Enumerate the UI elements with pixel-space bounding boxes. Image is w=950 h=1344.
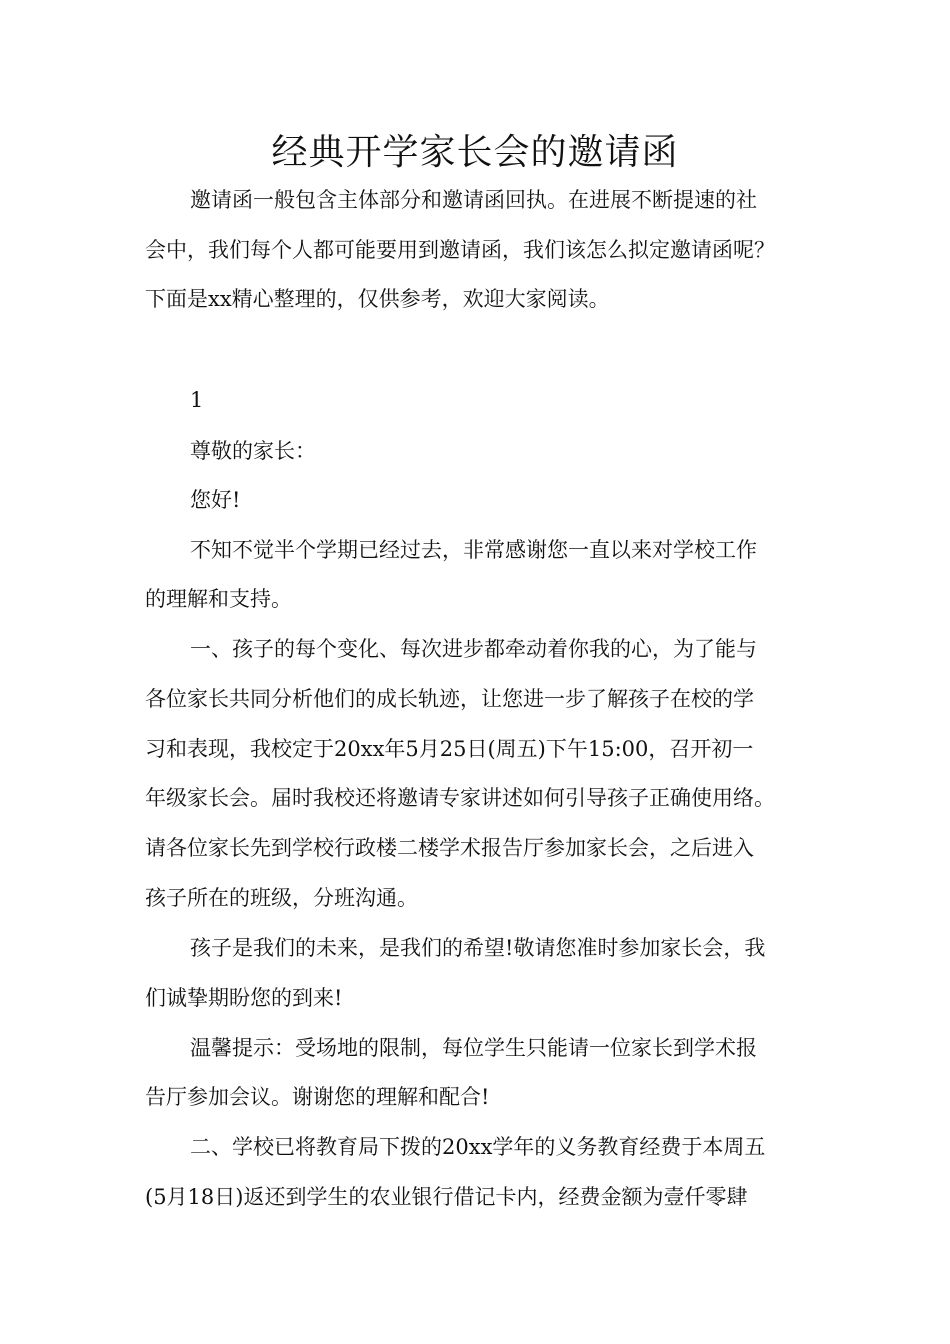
salutation: 尊敬的家长： bbox=[190, 439, 316, 463]
para2-line-3: 习和表现，我校定于20xx年5月25日(周五)下午15:00，召开初一 bbox=[145, 737, 754, 761]
intro-line-3: 下面是xx精心整理的，仅供参考，欢迎大家阅读。 bbox=[145, 287, 610, 311]
intro-line-2: 会中，我们每个人都可能要用到邀请函，我们该怎么拟定邀请函呢？ bbox=[145, 238, 775, 262]
para4-line-2: 告厅参加会议。谢谢您的理解和配合! bbox=[145, 1085, 490, 1109]
para5-line-2: (5月18日)返还到学生的农业银行借记卡内，经费金额为壹仟零肆 bbox=[145, 1185, 748, 1209]
document-title: 经典开学家长会的邀请函 bbox=[271, 132, 679, 173]
para5-line-1: 二、学校已将教育局下拨的20xx学年的义务教育经费于本周五 bbox=[190, 1135, 766, 1159]
para3-line-1: 孩子是我们的未来，是我们的希望!敬请您准时参加家长会，我 bbox=[190, 936, 766, 960]
para2-line-4: 年级家长会。届时我校还将邀请专家讲述如何引导孩子正确使用络。 bbox=[145, 786, 775, 810]
para1-line-1: 不知不觉半个学期已经过去，非常感谢您一直以来对学校工作 bbox=[190, 538, 757, 562]
para1-line-2: 的理解和支持。 bbox=[145, 587, 292, 611]
para2-line-1: 一、孩子的每个变化、每次进步都牵动着你我的心，为了能与 bbox=[190, 637, 757, 661]
para4-line-1: 温馨提示：受场地的限制，每位学生只能请一位家长到学术报 bbox=[190, 1036, 757, 1060]
para2-line-6: 孩子所在的班级，分班沟通。 bbox=[145, 886, 418, 910]
para2-line-2: 各位家长共同分析他们的成长轨迹，让您进一步了解孩子在校的学 bbox=[145, 687, 754, 711]
intro-line-1: 邀请函一般包含主体部分和邀请函回执。在进展不断提速的社 bbox=[190, 188, 757, 212]
section-number: 1 bbox=[190, 388, 204, 412]
greeting: 您好! bbox=[190, 488, 241, 512]
para3-line-2: 们诚挚期盼您的到来! bbox=[145, 986, 343, 1010]
para2-line-5: 请各位家长先到学校行政楼二楼学术报告厅参加家长会，之后进入 bbox=[145, 836, 754, 860]
